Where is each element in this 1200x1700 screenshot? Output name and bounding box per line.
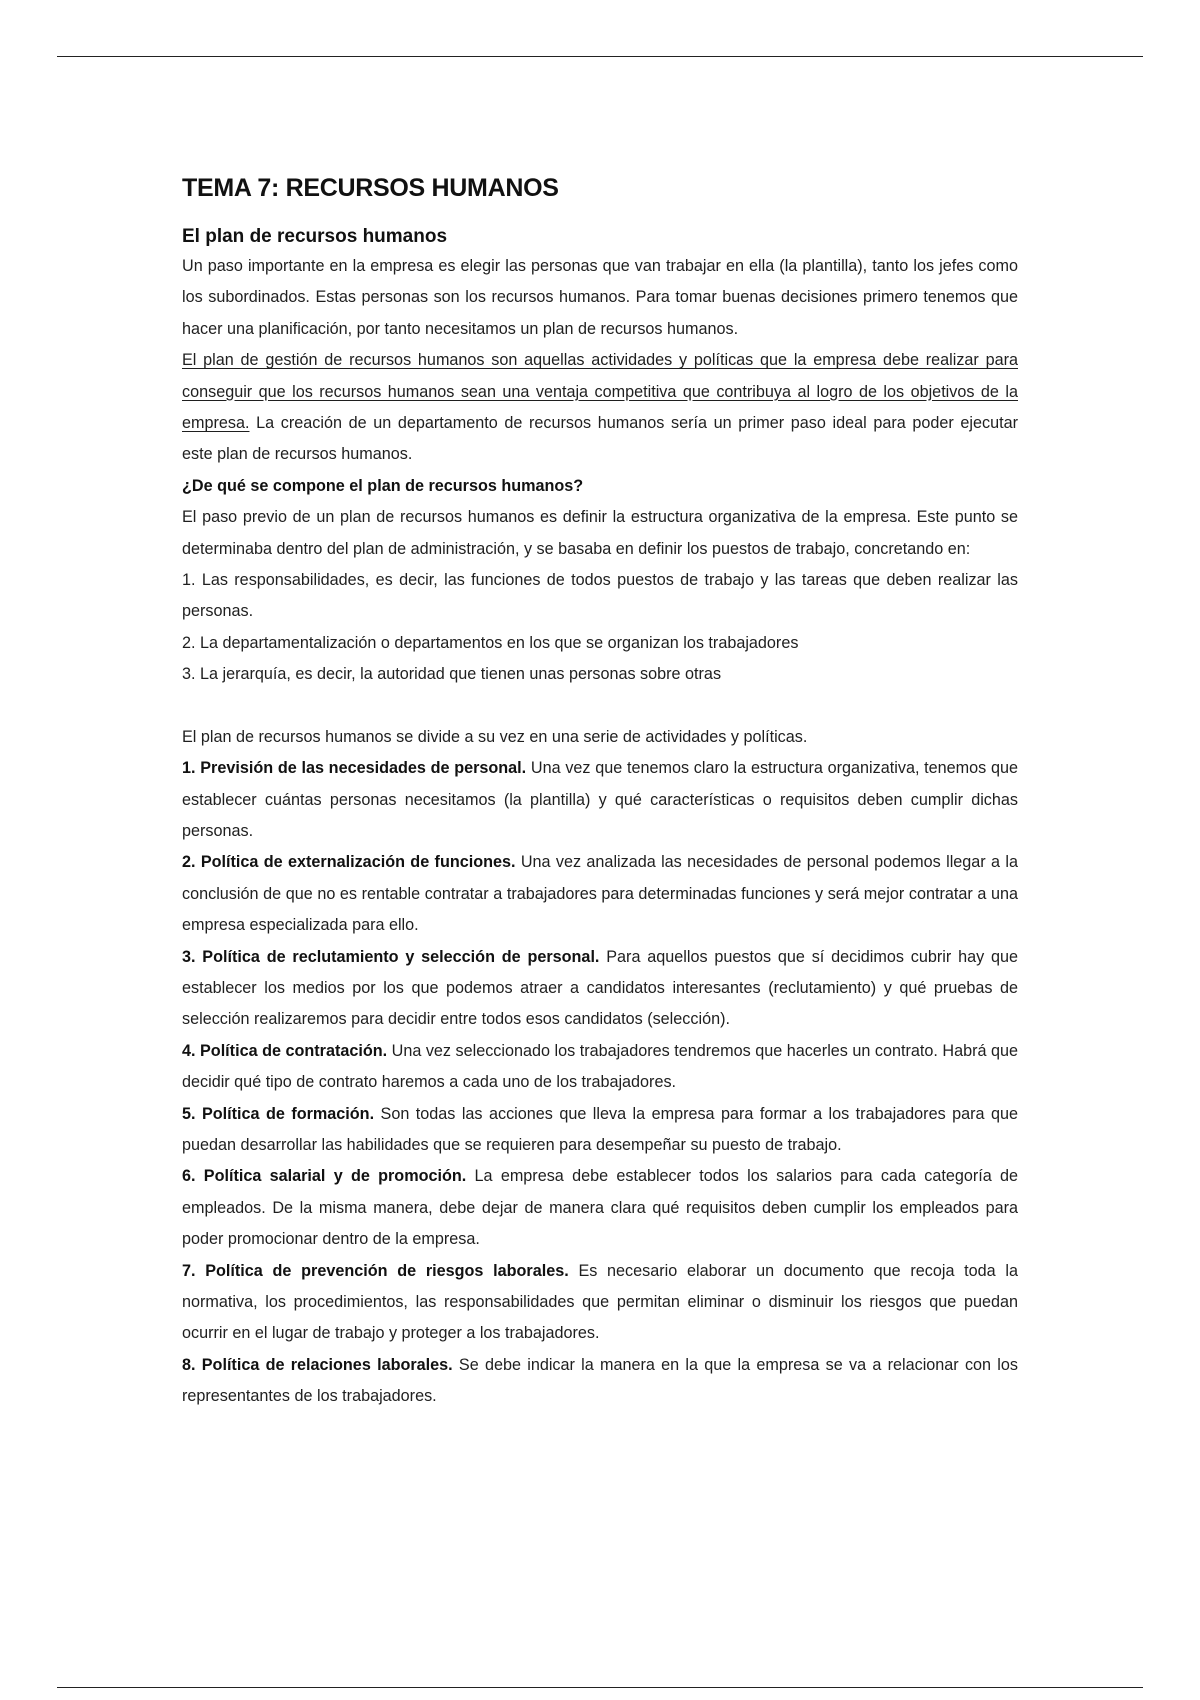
policy-title: 1. Previsión de las necesidades de personal. bbox=[182, 759, 527, 778]
policy-item bbox=[182, 847, 1018, 941]
header-rule bbox=[57, 56, 1143, 57]
policy-item bbox=[182, 1350, 1018, 1413]
definition-underlined: El plan de gestión de recursos humanos son aquellas actividades y políticas que la empresa debe realizar para conseguir que los recursos humanos sean una ventaja competitiva que contribuya al logro de los objetivos de la empresa. bbox=[182, 351, 1018, 433]
policy-title: 8. Política de relaciones laborales. bbox=[182, 1355, 453, 1374]
section-title: El plan de recursos humanos bbox=[182, 226, 448, 247]
policy-item bbox=[182, 753, 1018, 847]
policy-title: 3. Política de reclutamiento y selección de personal. bbox=[182, 947, 600, 966]
policy-title: 6. Política salarial y de promoción. bbox=[182, 1167, 467, 1186]
intro-paragraph: Un paso importante en la empresa es elegir las personas que van trabajar en ella (la plantilla), tanto los jefes como los subordinados. Estas personas son los recursos humanos. Para tomar buenas decisiones primero tenemos que hacer una planificación, por tanto necesitamos un plan de recursos humanos. bbox=[182, 257, 1018, 338]
footer-rule bbox=[57, 1687, 1143, 1688]
policy-title: 2. Política de externalización de funciones. bbox=[182, 853, 516, 872]
policy-text: Son todas las acciones que lleva la empresa para formar a los trabajadores para que puedan desarrollar las habilidades que se requieren para desempeñar su puesto de trabajo. bbox=[182, 1104, 1018, 1154]
policy-title: 5. Política de formación. bbox=[182, 1104, 375, 1123]
policy-text: Se debe indicar la manera en la que la empresa se va a relacionar con los representantes de los trabajadores. bbox=[182, 1355, 1018, 1406]
question-heading: ¿De qué se compone el plan de recursos humanos? bbox=[182, 476, 584, 495]
structure-item: 1. Las responsabilidades, es decir, las funciones de todos puestos de trabajo y las tareas que deben realizar las personas. bbox=[182, 571, 1018, 621]
policy-item bbox=[182, 1256, 1018, 1350]
definition-rest: La creación de un departamento de recursos humanos sería un primer paso ideal para poder ejecutar este plan de recursos humanos. bbox=[182, 414, 1018, 464]
policy-item bbox=[182, 1161, 1018, 1255]
policy-text: Una vez que tenemos claro la estructura organizativa, tenemos que establecer cuántas personas necesitamos (la plantilla) y qué características o requisitos deben cumplir dichas personas. bbox=[182, 759, 1018, 840]
policy-text: La empresa debe establecer todos los salarios para cada categoría de empleados. De la misma manera, debe dejar de manera clara qué requisitos deben cumplir los empleados para poder promocionar dentro de la empresa. bbox=[182, 1167, 1018, 1249]
structure-item: 2. La departamentalización o departamentos en los que se organizan los trabajadores bbox=[182, 633, 799, 652]
policy-title: 4. Política de contratación. bbox=[182, 1041, 388, 1060]
policy-title: 7. Política de prevención de riesgos laborales. bbox=[182, 1261, 569, 1280]
paragraph-spacer bbox=[182, 691, 1018, 722]
document-body bbox=[182, 170, 1018, 1413]
policy-text: Para aquellos puestos que sí decidimos cubrir hay que establecer los medios por los que podemos atraer a candidatos interesantes (reclutamiento) y qué pruebas de selección realizaremos para decidir entre todos esos candidatos (selección). bbox=[182, 947, 1018, 1029]
policy-text: Una vez analizada las necesidades de personal podemos llegar a la conclusión de que no es rentable contratar a trabajadores para determinadas funciones y será mejor contratar a una empresa especializada para ello. bbox=[182, 853, 1018, 935]
page-title: TEMA 7: RECURSOS HUMANOS bbox=[182, 174, 559, 202]
policy-text: Es necesario elaborar un documento que recoja toda la normativa, los procedimientos, las responsabilidades que permitan eliminar o disminuir los riesgos que puedan ocurrir en el lugar de trabajo y proteger a los trabajadores. bbox=[182, 1261, 1018, 1343]
structure-item: 3. La jerarquía, es decir, la autoridad que tienen unas personas sobre otras bbox=[182, 665, 722, 684]
definition-paragraph bbox=[182, 345, 1018, 471]
policies-intro: El plan de recursos humanos se divide a su vez en una serie de actividades y políticas. bbox=[182, 727, 808, 746]
policy-item bbox=[182, 942, 1018, 1036]
policy-item bbox=[182, 1099, 1018, 1162]
policy-item bbox=[182, 1036, 1018, 1099]
structure-intro: El paso previo de un plan de recursos humanos es definir la estructura organizativa de la empresa. Este punto se determinaba dentro del plan de administración, y se basaba en definir los puestos de trabajo, concretando en: bbox=[182, 508, 1018, 558]
policy-text: Una vez seleccionado los trabajadores tendremos que hacerles un contrato. Habrá que decidir qué tipo de contrato haremos a cada uno de los trabajadores. bbox=[182, 1041, 1018, 1092]
